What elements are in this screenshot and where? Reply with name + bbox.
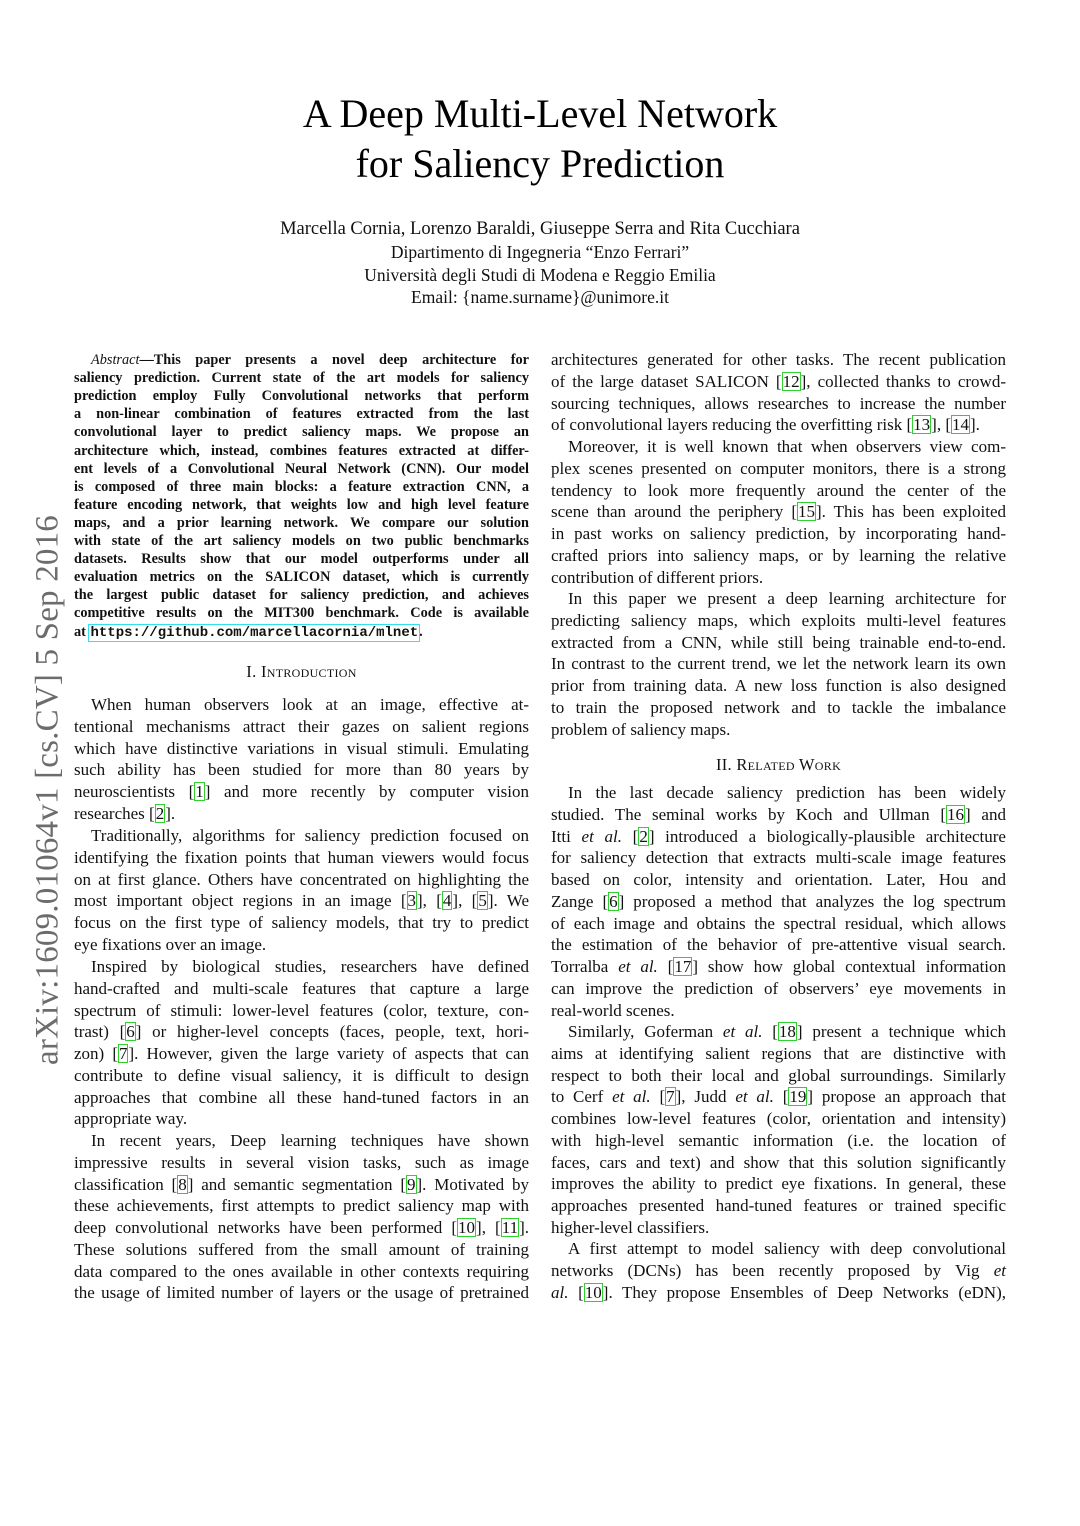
section-heading-introduction: I. Introduction bbox=[246, 662, 357, 681]
citation-link[interactable]: 2 bbox=[155, 803, 165, 823]
italic-text: al. bbox=[551, 1282, 569, 1302]
text-line: focus on the first type of saliency models, that try to predict bbox=[74, 913, 529, 932]
arxiv-stamp-text: arXiv:1609.01064v1 [cs.CV] 5 Sep 2016 bbox=[29, 514, 66, 1066]
affiliation-department: Dipartimento di Ingegneria “Enzo Ferrari” bbox=[390, 242, 690, 262]
abstract-line: convolutional layer to predict saliency maps. We propose an bbox=[74, 424, 529, 441]
abstract-label: Abstract bbox=[91, 352, 140, 368]
citation-link[interactable]: 18 bbox=[778, 1022, 796, 1041]
abstract-line: the largest public dataset for saliency prediction, and achieves bbox=[74, 587, 529, 604]
italic-text: et al. bbox=[581, 826, 622, 846]
citation-link[interactable]: 11 bbox=[501, 1218, 519, 1237]
affiliation-university: Università degli Studi di Modena e Reggio Emilia bbox=[364, 265, 716, 285]
text-line: contribute to define visual saliency, it is difficult to design bbox=[74, 1065, 529, 1085]
text-line: In this paper we present a deep learning architecture for bbox=[568, 589, 1006, 608]
text-line: studied. The seminal works by Koch and Ullman [16] and bbox=[551, 804, 1006, 824]
text-line: networks (DCNs) has been recently proposed by Vig et bbox=[551, 1260, 1006, 1280]
italic-text: et al. bbox=[722, 1022, 763, 1041]
text-line: zon) [7]. However, given the large variety of aspects that can bbox=[74, 1044, 529, 1063]
text-line: neuroscientists [1] and more recently by computer vision bbox=[74, 782, 529, 801]
citation-link[interactable]: 1 bbox=[195, 782, 204, 801]
text-line: which have distinctive variations in visual stimuli. Emulating bbox=[74, 738, 529, 758]
abstract-line: competitive results on the MIT300 benchmark. Code is available bbox=[74, 605, 529, 622]
text-line: scene than around the periphery [15]. This has been exploited bbox=[551, 502, 1006, 522]
paper-title-line-2: for Saliency Prediction bbox=[355, 141, 725, 186]
text-line: researches [2]. bbox=[74, 803, 176, 823]
text-line: the estimation of the behavior of pre-attentive visual search. bbox=[551, 935, 1006, 955]
text-line: problem of saliency maps. bbox=[551, 719, 731, 739]
text-line: higher-level classifiers. bbox=[551, 1217, 710, 1237]
text-line: Similarly, Goferman et al. [18] present a technique which bbox=[568, 1022, 1006, 1041]
text-line: of convolutional layers reducing the overfitting risk [13], [14]. bbox=[551, 415, 980, 435]
abstract-line: at https://github.com/marcellacornia/mlnet. bbox=[74, 623, 423, 641]
text-line: crafted priors into saliency maps, or by learning the relative bbox=[551, 545, 1006, 565]
text-line: hand-crafted and multi-scale features that capture a large bbox=[74, 978, 529, 998]
text-line: deep convolutional networks have been performed [10], [11]. bbox=[74, 1218, 529, 1237]
text-line: these achievements, first attempts to predict saliency map with bbox=[74, 1196, 529, 1216]
text-line: These solutions suffered from the small amount of training bbox=[74, 1239, 529, 1259]
text-line: trast) [6] or higher-level concepts (faces, people, text, hori- bbox=[74, 1022, 529, 1042]
text-line: the usage of limited number of layers or the usage of pretrained bbox=[74, 1283, 529, 1303]
text-line: classification [8] and semantic segmentation [9]. Motivated by bbox=[74, 1174, 529, 1194]
code-repository-link[interactable]: https://github.com/marcellacornia/mlnet bbox=[90, 624, 419, 641]
citation-link[interactable]: 10 bbox=[458, 1218, 476, 1237]
text-line: based on color, intensity and orientation. Later, Hou and bbox=[551, 870, 1006, 889]
abstract-line: is composed of three main blocks: a feature extraction CNN, a bbox=[74, 478, 529, 495]
text-line: aims at identifying salient regions that are distinctive with bbox=[551, 1043, 1006, 1063]
text-line: extracted from a CNN, while still being trainable end-to-end. bbox=[551, 632, 1006, 652]
text-line: plex scenes presented on computer monitors, there is a strong bbox=[551, 458, 1006, 478]
text-line: on at first glance. Others have concentrated on highlighting the bbox=[74, 869, 529, 889]
italic-text: et al. bbox=[612, 1087, 651, 1107]
text-line: impressive results in several vision tasks, such as image bbox=[74, 1152, 529, 1172]
text-line: architectures generated for other tasks. The recent publication bbox=[551, 350, 1006, 369]
text-line: tendency to look more frequently around the center of the bbox=[551, 480, 1006, 500]
abstract-line: a non-linear combination of features extracted from the last bbox=[74, 406, 529, 423]
contact-email: Email: {name.surname}@unimore.it bbox=[411, 287, 669, 307]
text-line: predicting saliency maps, which exploits multi-level features bbox=[551, 610, 1006, 630]
text-line: approaches presented hand-tuned features or trained specific bbox=[551, 1196, 1006, 1215]
abstract-line: with state of the art saliency models on two public benchmarks bbox=[74, 533, 529, 549]
text-line: A first attempt to model saliency with deep convolutional bbox=[568, 1239, 1006, 1258]
citation-link[interactable]: 9 bbox=[407, 1174, 416, 1194]
section-heading-related-work: II. Related Work bbox=[715, 755, 842, 774]
text-line: to Cerf et al. [7], Judd et al. [19] propose an approach that bbox=[551, 1087, 1006, 1107]
citation-link[interactable]: 4 bbox=[442, 891, 452, 911]
citation-link[interactable]: 6 bbox=[126, 1022, 135, 1042]
abstract-line: feature encoding network, that weights low and high level feature bbox=[74, 496, 529, 513]
abstract-line: Abstract—This paper presents a novel deep architecture for bbox=[91, 352, 529, 368]
citation-link[interactable]: 12 bbox=[782, 371, 800, 391]
citation-link[interactable]: 10 bbox=[584, 1282, 602, 1302]
text-line: identifying the fixation points that human viewers would focus bbox=[74, 847, 529, 867]
text-line: al. [10]. They propose Ensembles of Deep Networks (eDN), bbox=[551, 1282, 1006, 1302]
text-line: can improve the prediction of observers’ eye movements in bbox=[551, 978, 1006, 998]
citation-link[interactable]: 16 bbox=[947, 804, 965, 824]
text-line: In contrast to the current trend, we let the network learn its own bbox=[551, 654, 1006, 674]
text-line: In recent years, Deep learning techniques have shown bbox=[91, 1131, 529, 1150]
paper-title-line-1: A Deep Multi-Level Network bbox=[302, 91, 778, 136]
citation-link[interactable]: 19 bbox=[789, 1087, 807, 1107]
text-line: faces, cars and text) and show that this solution significantly bbox=[551, 1152, 1006, 1172]
citation-link[interactable]: 7 bbox=[118, 1044, 128, 1063]
text-line: Torralba et al. [17] show how global contextual information bbox=[551, 957, 1007, 976]
text-line: respect to both their local and global surroundings. Similarly bbox=[551, 1065, 1006, 1085]
text-line: tentional mechanisms attract their gazes on salient regions bbox=[74, 716, 529, 736]
arxiv-stamp bbox=[28, 480, 68, 1100]
text-line: approaches that combine all these hand-tuned factors in an bbox=[74, 1087, 529, 1107]
citation-link[interactable]: 5 bbox=[478, 891, 487, 911]
author-list: Marcella Cornia, Lorenzo Baraldi, Giuseppe Serra and Rita Cucchiara bbox=[280, 219, 800, 239]
text-line: eye fixations over an image. bbox=[74, 934, 267, 954]
text-line: such ability has been studied for more than 80 years by bbox=[74, 760, 529, 780]
text-line: in past works on saliency prediction, by incorporating hand- bbox=[551, 524, 1006, 543]
text-line: with high-level semantic information (i.e. the location of bbox=[551, 1130, 1006, 1150]
abstract-line: prediction employ Fully Convolutional networks that perform bbox=[74, 388, 529, 405]
text-line: for saliency detection that extracts multi-scale image features bbox=[551, 848, 1006, 868]
text-line: prior from training data. A new loss function is also designed bbox=[551, 676, 1006, 695]
text-line: real-world scenes. bbox=[551, 1000, 675, 1020]
italic-text: et al. bbox=[618, 957, 658, 976]
citation-link[interactable]: 8 bbox=[178, 1174, 187, 1194]
text-line: Traditionally, algorithms for saliency prediction focused on bbox=[91, 826, 529, 845]
citation-link[interactable]: 17 bbox=[674, 957, 692, 976]
text-line: Inspired by biological studies, researchers have defined bbox=[91, 957, 529, 976]
text-line: of the large dataset SALICON [12], collected thanks to crowd- bbox=[551, 371, 1006, 391]
citation-link[interactable]: 15 bbox=[798, 502, 815, 522]
citation-link[interactable]: 7 bbox=[666, 1087, 675, 1107]
abstract-line: architecture which, instead, combines features extracted at differ- bbox=[74, 442, 529, 459]
citation-link[interactable]: 14 bbox=[951, 415, 969, 435]
italic-text: et bbox=[993, 1260, 1006, 1280]
text-line: improves the ability to predict eye fixations. In general, these bbox=[551, 1174, 1006, 1194]
text-line: to train the proposed network and to tackle the imbalance bbox=[551, 697, 1006, 717]
italic-text: et al. bbox=[735, 1087, 774, 1107]
abstract-line: saliency prediction. Current state of the art models for saliency bbox=[74, 370, 529, 387]
text-line: Itti et al. [2] introduced a biologically-plausible architecture bbox=[551, 826, 1006, 846]
abstract-line: datasets. Results show that our model outperforms under all bbox=[74, 551, 529, 568]
citation-link[interactable]: 6 bbox=[609, 891, 618, 911]
text-line: sourcing techniques, allows researches to increase the number bbox=[551, 393, 1006, 413]
citation-link[interactable]: 2 bbox=[639, 826, 648, 846]
text-line: appropriate way. bbox=[74, 1109, 188, 1129]
text-line: most important object regions in an image [3], [4], [5]. We bbox=[74, 891, 529, 911]
text-line: Zange [6] proposed a method that analyzes the log spectrum bbox=[551, 891, 1006, 911]
text-line: spectrum of stimuli: lower-level features (color, texture, con- bbox=[74, 1000, 529, 1020]
text-line: contribution of different priors. bbox=[551, 567, 764, 587]
text-line: Moreover, it is well known that when observers view com- bbox=[568, 437, 1006, 456]
text-line: In the last decade saliency prediction has been widely bbox=[568, 783, 1006, 802]
citation-link[interactable]: 13 bbox=[913, 415, 931, 435]
text-line: combines low-level features (color, orientation and intensity) bbox=[551, 1109, 1006, 1128]
abstract-line: ent levels of a Convolutional Neural Network (CNN). Our model bbox=[74, 460, 529, 477]
abstract-line: maps, and a prior learning network. We compare our solution bbox=[74, 514, 529, 531]
text-line: When human observers look at an image, effective at- bbox=[91, 695, 529, 714]
citation-link[interactable]: 3 bbox=[407, 891, 417, 911]
text-line: data compared to the ones available in other contexts requiring bbox=[74, 1261, 529, 1281]
abstract-line: evaluation metrics on the SALICON dataset, which is currently bbox=[74, 569, 529, 586]
text-line: of each image and obtains the spectral residual, which allows bbox=[551, 913, 1006, 933]
